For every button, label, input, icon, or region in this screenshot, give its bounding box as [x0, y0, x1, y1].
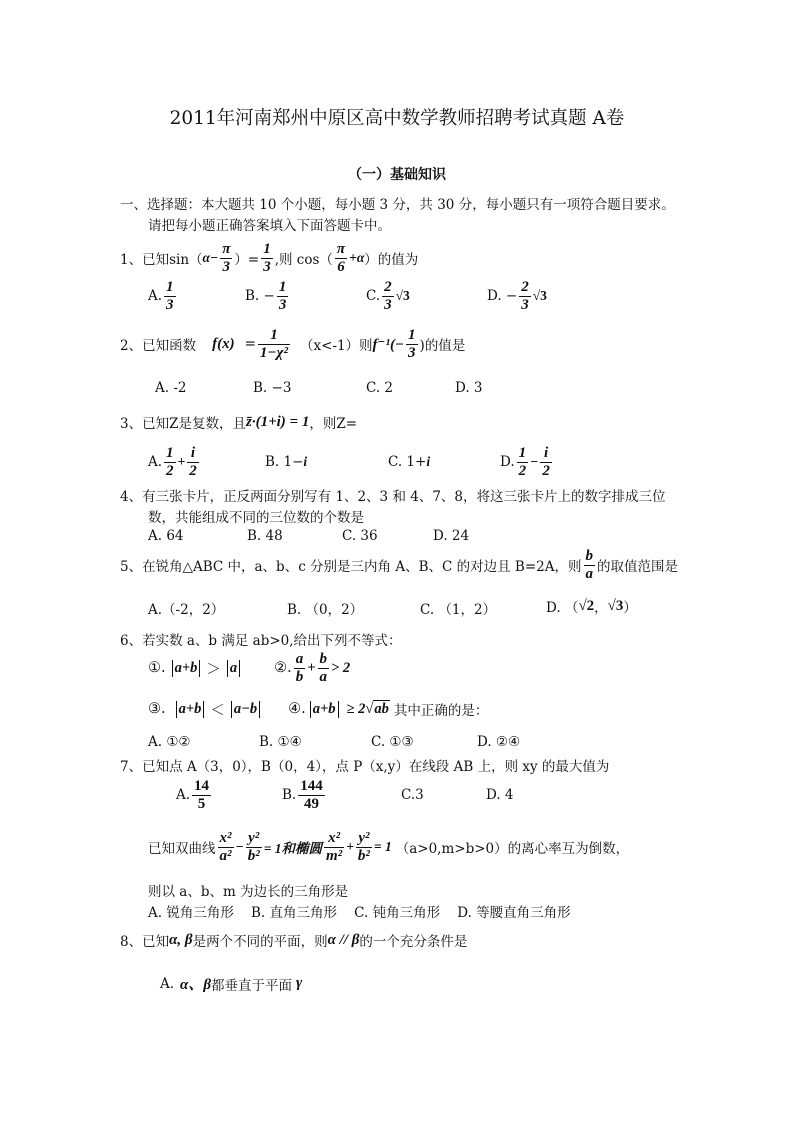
q1-frac-1-3: [261, 241, 273, 275]
frac-num: 1: [258, 327, 290, 345]
q3-option-a: [148, 440, 201, 484]
frac-den: b²: [247, 847, 260, 864]
q1-option-c-sqrt: √3: [395, 288, 410, 303]
q2-finv: f⁻¹(−: [372, 336, 405, 353]
q7b-line-2: 则以 a、b、m 为边长的三角形是: [148, 884, 349, 900]
q1-plus: +: [349, 250, 357, 265]
q2-fx: f(x): [212, 335, 235, 352]
q6-frac-b-a: [318, 651, 330, 685]
q1-option-b-frac: [277, 279, 289, 313]
q6-item-4-rel: ≥ 2: [346, 700, 366, 717]
frac-den: 2: [542, 462, 550, 479]
q1-option-a-frac: [164, 279, 176, 313]
q1-frac-den: 3: [263, 258, 271, 275]
q3-option-a-label: A.: [148, 454, 163, 470]
q1-option-d: [487, 274, 547, 318]
q3-option-b-label: B. 1−: [265, 454, 304, 470]
instructions-line-1: 一、选择题：本大题共 10 个小题，每小题 3 分，共 30 分，每小题只有一项符合题目要求。: [120, 197, 675, 213]
q1-option-d-label: D. −: [487, 288, 518, 304]
q6-item-1-label: ①.: [148, 660, 166, 676]
q1-alpha: α: [356, 250, 365, 265]
frac-den: 49: [303, 795, 319, 812]
q7b-tail: （a>0,m>b>0）的离心率互为倒数，: [395, 841, 630, 857]
q2-frac-1-3: [406, 327, 418, 361]
q3-option-d-label: D.: [500, 454, 515, 470]
q1-frac-num: π: [222, 241, 231, 257]
frac-den: 3: [278, 296, 287, 313]
instructions-line-2: 请把每小题正确答案填入下面答题卡中。: [148, 218, 391, 234]
q1-then: ,则 cos（: [274, 252, 333, 268]
question-3: [120, 412, 357, 432]
q7b-text: 已知双曲线: [148, 841, 216, 857]
frac-den: a: [585, 565, 593, 582]
q7-option-b-label: B.: [282, 787, 297, 803]
q8-option-a-text: 都垂直于平面: [211, 977, 293, 994]
q7-frac-a: [192, 778, 211, 812]
frac-den: 2: [518, 462, 527, 479]
q4-option-a: A. 64: [148, 528, 184, 544]
q3-text: 3、已知Z是复数，且: [120, 416, 246, 432]
q1-minus: −: [210, 250, 219, 265]
frac-den: 5: [197, 795, 206, 812]
q5-sqrt3: √3: [607, 597, 624, 614]
q1-option-d-frac: [519, 279, 531, 313]
frac-den: 3: [166, 296, 174, 313]
q1-eq: ）=: [234, 252, 260, 268]
q6-tail: 其中正确的是：: [393, 703, 489, 719]
q6-item-3-label: ③.: [148, 701, 166, 717]
q3-expr: z̄·(1+i) = 1: [245, 413, 310, 430]
q5-option-a: A.（-2，2）: [148, 602, 225, 618]
q6-item-4-label: ④.: [288, 701, 306, 717]
q7-option-d: D. 4: [486, 787, 514, 803]
q5-sqrt2: √2: [578, 597, 595, 614]
frac-num: b: [585, 548, 593, 564]
q6-items-row-1: [148, 646, 350, 690]
q3-minus: −: [530, 454, 539, 469]
q6-item-2-label: ②.: [274, 660, 292, 676]
frac-den: 3: [384, 296, 392, 313]
q7b-eq1: = 1和椭圆: [263, 841, 323, 856]
q8-parallel: α // β: [327, 931, 360, 948]
q1-option-a-label: A.: [148, 288, 163, 304]
question-8: [120, 930, 467, 950]
frac-num: 1: [166, 445, 174, 461]
q2-frac: [258, 327, 290, 361]
q7b-frac-y2-b2: [246, 830, 262, 864]
q1-option-d-sqrt: √3: [532, 288, 547, 303]
frac-num: 1: [518, 445, 527, 461]
q6-plus: +: [307, 659, 316, 676]
q6-option-b: B. ①④: [259, 734, 302, 750]
q3-frac-i-2: [540, 445, 552, 479]
question-7b: [148, 825, 629, 869]
frac-den: a: [319, 668, 327, 685]
q5-option-c: C. （1，2）: [420, 602, 497, 618]
sqrt-icon: √: [365, 700, 374, 717]
q8-tail: 的一个充分条件是: [359, 934, 468, 950]
q8-option-a-gamma: γ: [296, 975, 303, 991]
q2-option-a: A. -2: [155, 380, 187, 396]
q3-frac-1-2: [164, 445, 176, 479]
q8-option-a-label: A.: [160, 975, 175, 992]
frac-num: 1: [166, 279, 174, 295]
q6-item-4-radicand: ab: [374, 701, 389, 717]
q6-item-4-lhs: a+b: [310, 701, 339, 718]
q1-frac-pi-6: [335, 241, 347, 275]
q6-item-3-rel: ＜: [210, 702, 225, 719]
q1-prefix: 1、已知: [120, 252, 170, 268]
frac-den: a²: [219, 847, 232, 864]
q3-tail: ，则Z=: [309, 416, 358, 432]
q3-i: i: [426, 454, 431, 469]
q4-option-c: C. 36: [342, 528, 378, 544]
q2-eq: =: [244, 336, 256, 352]
q6-option-c: C. ①③: [371, 734, 414, 750]
q8-option-a-planes: α、β: [180, 977, 212, 993]
q1-frac-pi-3: [220, 241, 232, 275]
q3-option-b: [265, 440, 307, 484]
q1-option-c: [366, 274, 410, 318]
frac-num: 2: [521, 279, 529, 295]
q7b-options: A. 锐角三角形 B. 直角三角形 C. 钝角三角形 D. 等腰直角三角形: [148, 905, 571, 921]
q7-frac-b: [298, 778, 325, 812]
q8-alpha-beta: α, β: [169, 931, 193, 948]
frac-num: x²: [219, 830, 232, 846]
q3-option-d: [500, 440, 554, 484]
q4-option-b: B. 48: [247, 528, 283, 544]
q1-option-c-label: C.: [366, 288, 381, 304]
frac-den: m²: [326, 847, 343, 864]
frac-den: 3: [408, 344, 416, 361]
q3-option-c-label: C. 1+: [388, 454, 427, 470]
q4-line-2: 数，共能组成不同的三位数的个数是: [148, 510, 364, 526]
q5-option-d-open: D. （: [546, 600, 579, 616]
question-5: [120, 543, 678, 587]
q1-option-b-label: B. −: [245, 288, 275, 304]
q6-item-1-lhs: a+b: [172, 660, 201, 677]
q6-item-1-rel: ＞: [206, 661, 221, 678]
q7b-eq2: = 1: [373, 839, 392, 854]
q1-option-a: [148, 274, 178, 318]
q7-option-c: C.3: [401, 787, 424, 803]
q2-prefix: 2、已知函数: [120, 338, 197, 354]
q3-frac-i-2: [187, 445, 199, 479]
frac-den: b: [295, 668, 304, 685]
frac-den: 1−χ²: [259, 344, 288, 361]
q7-option-a: [176, 773, 213, 817]
q3-i: i: [303, 454, 308, 469]
q5-option-d-close: ）: [623, 600, 637, 616]
q7b-frac-x2-m2: [324, 830, 344, 864]
q6-frac-a-b: [294, 651, 306, 685]
frac-den: 2: [166, 462, 174, 479]
frac-num: 14: [194, 778, 210, 794]
q1-frac-den: 6: [337, 258, 345, 275]
frac-num: 144: [300, 778, 323, 794]
q8-prefix: 8、已知: [120, 934, 170, 950]
q3-plus: +: [177, 454, 186, 469]
q2-cond: （x<-1）则: [299, 338, 373, 354]
frac-num: 1: [408, 327, 416, 343]
frac-num: a: [295, 651, 304, 667]
q6-item-3-rhs: a−b: [231, 701, 260, 718]
q5-tail: 的取值范围是: [597, 559, 678, 575]
q6-item-1-rhs: a: [227, 660, 240, 677]
q7b-frac-y2-b2: [356, 830, 372, 864]
frac-den: b²: [357, 847, 370, 864]
frac-num: i: [540, 445, 552, 463]
frac-den: 3: [521, 296, 529, 313]
frac-num: b: [319, 651, 327, 667]
frac-den: 2: [189, 462, 197, 479]
frac-num: x²: [324, 830, 344, 848]
q3-frac-1-2: [517, 445, 529, 479]
q1-option-b: [245, 274, 290, 318]
frac-num: 1: [278, 279, 287, 295]
question-2: [120, 322, 465, 366]
page-title: 2011年河南郑州中原区高中数学教师招聘考试真题 A卷: [169, 108, 625, 129]
q8-option-a: [160, 973, 302, 994]
q1-close: ）的值为: [364, 252, 419, 268]
frac-num: y²: [246, 830, 262, 848]
q1-frac-num: 1: [263, 241, 271, 257]
q7-option-a-label: A.: [176, 787, 191, 803]
q1-frac-den: 3: [222, 258, 231, 275]
q1-sin: sin（: [169, 252, 203, 268]
q6-option-a: A. ①②: [148, 734, 191, 750]
frac-num: i: [187, 445, 199, 463]
q5-option-d: [546, 596, 637, 616]
section-heading: （一）基础知识: [348, 167, 446, 183]
q5-comma: ，: [594, 600, 608, 616]
q1-alpha: α: [202, 250, 211, 265]
q4-option-d: D. 24: [433, 528, 470, 544]
q6-item-3-lhs: a+b: [176, 701, 205, 718]
q7-option-b: [282, 773, 327, 817]
q1-option-c-frac: [382, 279, 394, 313]
q7b-minus: −: [235, 839, 244, 854]
q6-items-row-2: [148, 696, 488, 722]
q3-option-c: [388, 440, 430, 484]
q5-text: 5、在锐角△ABC 中，a、b、c 分别是三内角 A、B、C 的对边且 B=2A，则: [120, 559, 582, 575]
q2-close: )的值是: [419, 338, 466, 354]
q7-text: 7、已知点 A（3，0），B（0，4），点 P（x,y）在线段 AB 上，则 xy 的最大值为: [120, 759, 610, 775]
q2-option-c: C. 2: [366, 380, 394, 396]
q7b-frac-x2-a2: [218, 830, 234, 864]
q8-text: 是两个不同的平面，则: [192, 934, 328, 950]
frac-num: y²: [356, 830, 372, 848]
q1-frac-num: π: [336, 241, 346, 257]
q7b-plus: +: [346, 839, 354, 854]
q5-option-b: B. （0，2）: [287, 602, 364, 618]
q2-option-d: D. 3: [455, 380, 483, 396]
q2-option-b: B. −3: [253, 380, 292, 396]
q6-item-2-rel: > 2: [331, 659, 351, 676]
q5-frac-b-a: [584, 548, 596, 582]
q6-option-d: D. ②④: [477, 734, 521, 750]
q6-text: 6、若实数 a、b 满足 ab>0,给出下列不等式：: [120, 633, 402, 649]
frac-num: 2: [384, 279, 392, 295]
q4-line-1: 4、有三张卡片，正反两面分别写有 1、2、3 和 4、7、8，将这三张卡片上的数字排成三位: [120, 489, 666, 505]
